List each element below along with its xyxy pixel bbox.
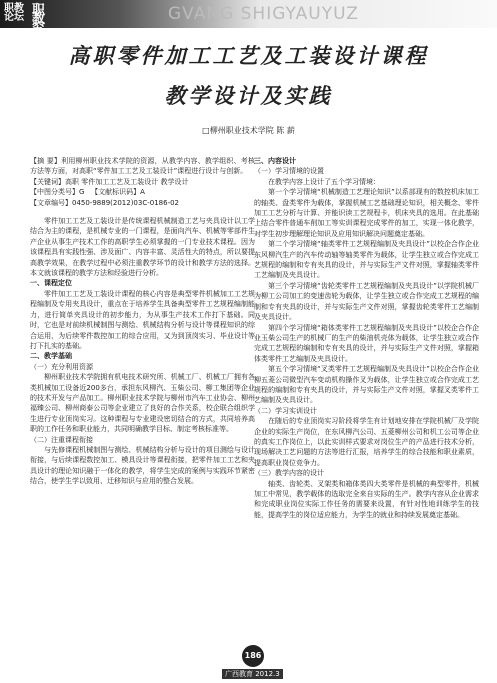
- section2-heading: 二、教学基础: [30, 352, 72, 361]
- masthead-section: 职教究: [32, 3, 47, 36]
- section3-sub2: （二）学习实训设计: [254, 406, 317, 415]
- section3-text3: 轴类、齿轮类、叉架类和箱体类四大类零件是机械的典型零件，机械加工中常见，教学载体的选取完全来自实际的生产。教学内容从企业需求和完成职业岗位实际工作任务的需要来设置，有针对性地训练学生的技能，提高学生的岗位适应能力，为学生的就业和持续发展奠定基础。: [254, 479, 479, 519]
- section1-heading: 一、课程定位: [30, 279, 72, 288]
- section2-sub1: （一）充分利用资源: [30, 362, 93, 371]
- abstract: 【摘 要】利用柳州职业技术学院的资源，从教学内容、教学组织、考核方法等方面，对高职“零件加工工艺及工装设计”课程进行设计与创新。: [30, 157, 255, 176]
- learning-situation-2: 第二个学习情境“轴类零件工艺规程编制及夹具设计”以校企合作企业东风柳汽生产的汽车传动轴等轴类零件为载体，让学生独立或合作完成工艺规程的编制和专有夹具的设计，并与实际生产文件对照，掌握轴类零件工艺编制及夹具设计。: [254, 240, 479, 280]
- learning-situation-1: 第一个学习情境“机械制造工艺理论知识”以系部现有的数控机床加工的轴类、盘类零件为载体，掌握机械工艺基础理论知识，相关概念、零件加工工艺分析与计算、并能识读工艺规程卡，机床夹具的选用。在此基础上结合零件普通车削加工等实训课程完成零件的加工，实现一体化教学，对学生初步理解理论知识及应用知识解决问题奠定基础。: [254, 188, 479, 238]
- article-id: 【文章编号】0450-9889(2012)03C-0186-02: [30, 198, 179, 207]
- learning-situation-3: 第三个学习情境“齿轮类零件工艺规程编制及夹具设计”以学院机械厂为柳工公司加工的变速齿轮为载体，让学生独立或合作完成工艺规程的编制和专有夹具的设计，并与实际生产文件对照，掌握齿轮类零件工艺编制及夹具设计。: [254, 281, 479, 322]
- learning-situation-4: 第四个学习情境“箱体类零件工艺规程编制及夹具设计”以校企合作企业玉柴公司生产的机械厂的生产的柴油机壳体为载体，让学生独立或合作完成工艺规程的编制和专有夹具的设计，并与实际生产文件对照，掌握箱体类零件工艺编制及夹具设计。: [254, 323, 479, 363]
- masthead-line2: 论坛: [4, 12, 24, 23]
- section3-text2: 在随后的专业顶岗实习阶段将学生有计划地安排在学院机械厂及学院企业的实际生产岗位，在东风柳汽公司、五菱柳州公司和机工公司等企业的真实工作岗位上，以此实训样式要求对岗位生产的产品进行技术分析，现场解决工艺问题的方法等进行汇报，培养学生的综合技能和职业素质，提高职业岗位竞争力。: [254, 417, 479, 467]
- masthead-logo: [4, 3, 47, 36]
- journal-footer: 广西教育 2012.3: [222, 669, 283, 679]
- right-column: [254, 156, 479, 520]
- section2-text1: 柳州职业技术学院拥有机电技术研究所、机械工厂、机械工厂拥有各类机械加工设备近200多台，承担东风柳汽、玉柴公司、柳工集团等企业的技术开发与产品加工。柳州职业技术学院与柳州市汽车工业协会、柳州福臻公司、柳州商泰公司等企业建立了良好的合作关系，校企联合组织学生进行专业顶岗实习。这种课程与专业建设密切结合的方式，共同培养高职的工作任务和职业能力，共同明确教学目标、制定考核标准等。: [30, 373, 255, 434]
- masthead-band: [0, 0, 497, 36]
- author-line: □柳州职业技术学院 陈 薪: [202, 126, 295, 135]
- section2-sub2: （二）注重课程衔接: [30, 435, 93, 444]
- section3-sub3: （三）教学内容的设计: [254, 469, 324, 478]
- classification-line: [30, 187, 255, 197]
- document-code: 【文献标识码】A: [91, 188, 145, 197]
- masthead-watermark: GVANG SHIGYAUYUZ: [168, 4, 359, 24]
- learning-situation-5: 第五个学习情境“叉类零件工艺规程编制及夹具设计”以校企合作企业柳五菱公司微型汽车变动机构操作叉为载体，让学生独立或合作完成工艺规程的编制和专有夹具的设计，并与实际生产文件对照，掌握叉类零件工艺编制及夹具设计。: [254, 365, 479, 405]
- section1-text: 零件加工工艺及工装设计课程的核心内容是典型零件机械加工工艺规程编制及专用夹具设计，重点在于培养学生具备典型零件工艺规程编制能力，进行简单夹具设计的初步能力，为从事生产技术工作打下基础。同时，它也是对前续机械制图与测绘、机械结构分析与设计等课程知识的综合运用，为后续零件数控加工的综合应用，又为到顶岗实习、毕业设计等打下扎实的基础。: [30, 289, 255, 350]
- clc-number: 【中图分类号】G: [30, 188, 85, 197]
- left-column: [30, 156, 255, 487]
- section3-sub1: （一）学习情境的设置: [254, 167, 324, 176]
- section3-intro: 在教学内容上设计了五个学习情境：: [268, 177, 380, 186]
- article-title-line2: 教学设计及实践: [164, 83, 333, 108]
- section2-text2: 与先修课程机械制图与测绘、机械结构分析与设计的项目测绘与设计衔接，与后续课程数控加工、模具设计等课程衔接，把零件加工工艺和夹具设计的理论知识融于一体化的教学，将学生完成的案例与实践环节紧密结合，使学生学以致用、迁移知识与应用的整合发展。: [30, 445, 255, 486]
- keywords: 【关键词】高职 零件加工工艺及工装设计 教学设计: [30, 177, 189, 186]
- article-title-line1: 高职零件加工工艺及工装设计课程: [68, 43, 429, 68]
- section3-heading: 三、内容设计: [254, 157, 296, 165]
- page-number: 186: [242, 645, 264, 667]
- intro-paragraph: 零件加工工艺及工装设计是传统课程机械制造工艺与夹具设计以工学结合为主的课程，是机械专业的一门课程，是面向汽车、机械等零部件生产企业从事生产技术工作的高职学生必须掌握的一门专业技术课程。因为该课程具有实践性强、涉及面广、内容丰富、灵活性大的特点，所以要提高教学效果，在教学过程中必须注重教学环节的设计和教学方法的选择。本文就该课程的教学方法和经验进行分析。: [30, 217, 255, 278]
- masthead-line1: 职教: [4, 3, 24, 14]
